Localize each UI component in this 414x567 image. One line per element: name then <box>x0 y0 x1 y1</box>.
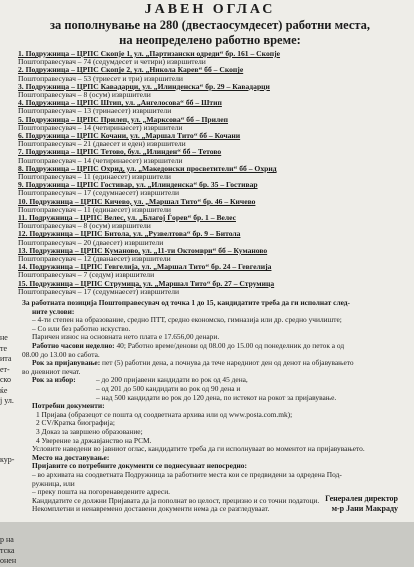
selection-deadline-label: Рок за избор: <box>32 375 76 385</box>
position-count: Поштоправесувач – 12 (дванаесет) извршители <box>18 254 171 264</box>
place-text-3: ружница, или <box>32 478 75 488</box>
position-count: Поштоправесувач – 8 (осум) извршители <box>18 90 151 100</box>
fragment-line: ј ул. <box>0 396 14 405</box>
position-count: Поштоправесувач – 21 (дваесет и еден) извршители <box>18 139 186 149</box>
position-item <box>18 263 408 279</box>
document-item: 4 Уверение за државјанство на РСМ. <box>36 435 152 445</box>
place-text-1: Пријавите со потребните документи се поднесуваат непосредно: <box>32 461 247 471</box>
position-count: Поштоправесувач – 11 (единаесет) извршители <box>18 172 171 182</box>
position-title: 11. Подружница – ЦРПС Велес, ул. „Благој Ѓорев“ бр. 1 – Велес <box>18 213 236 223</box>
position-count: Поштоправесувач – 17 (седумнаесет) извршители <box>18 286 180 296</box>
conditions-note: Условите наведени во јавниот оглас, кандидатите треба да ги исполнуваат во моментот на пријавувањето. <box>32 444 365 454</box>
position-item <box>18 99 408 115</box>
position-item <box>18 165 408 181</box>
position-title: 12. Подружница – ЦРПС Битола, ул. „Рузвелтова“ бр. 9 – Битола <box>18 229 241 239</box>
requirement-education: – 4-ти степен на образование, средно ПТТ, средно економско, гимназија или др. средно училиште; <box>32 315 342 325</box>
position-count: Поштоправесувач – 53 (триесет и три) извршители <box>18 73 183 83</box>
selection-deadline-2: – од 201 до 500 кандидати во рок од 90 дена и <box>96 384 241 394</box>
document-item: 1 Пријава (образецот се пошта од соодветната архива или од www.posta.com.mk); <box>36 409 293 419</box>
position-item <box>18 148 408 164</box>
position-count: Поштоправесувач – 8 (осум) извршители <box>18 221 151 231</box>
position-title: 2. Подружница – ЦРПС Скопје 2, ул. „Никола Карев“ бб – Скопје <box>18 65 244 75</box>
place-label: Место на доставување: <box>32 452 110 462</box>
working-hours-text: 40; Работно време/денови од 08.00 до 15.00 од понеделник до петок а од <box>114 341 345 351</box>
position-count: Поштоправесувач – 11 (единаесет) извршители <box>18 204 171 214</box>
place-text-2: – во архивата на соодветната Подружница за работните места кои се предвидени за одредена Под- <box>32 469 342 479</box>
requirements-intro: За работната позиција Поштоправесувач од точка 1 до 15, кандидатите треба да ги исполнат след- <box>22 298 350 308</box>
position-item <box>18 181 408 197</box>
position-title: 9. Подружница – ЦРПС Гостивар, ул. „Илинденска“ бр. 35 – Гостивар <box>18 180 258 190</box>
announcement <box>12 2 408 514</box>
document-item: 3 Доказ за завршено образование; <box>36 427 143 436</box>
position-count: Поштоправесувач – 17 (седумнаесет) извршители <box>18 188 180 198</box>
fragment-line: онен <box>0 556 17 565</box>
signature-name: м-р Јани Макраду <box>331 504 398 513</box>
announcement-subtitle-2: на неопределено работно време: <box>119 33 301 47</box>
position-count: Поштоправесувач – 7 (седум) извршители <box>18 270 155 280</box>
position-item <box>18 66 408 82</box>
position-item <box>18 83 408 99</box>
position-item <box>18 247 408 263</box>
working-hours-cont: 08.00 до 13.00 во сабота. <box>22 349 100 359</box>
place-text-4: – преку пошта на погоренаведените адреси. <box>32 487 171 497</box>
fragment-line: ита <box>0 354 12 363</box>
note-2: Некомплетни и ненавремено доставени документи нема да се разгледуваат. <box>32 504 270 514</box>
selection-deadline-1: – до 200 пријавени кандидати во рок од 45 дена, <box>96 375 248 385</box>
position-item <box>18 230 408 246</box>
application-deadline-text: пет (5) работни дена, а почнува да тече наредниот ден од денот на објавувањето <box>100 358 354 368</box>
position-item <box>18 214 408 230</box>
fragment-line: кур- <box>0 454 15 464</box>
position-item <box>18 50 408 66</box>
announcement-title: ЈАВЕН ОГЛАС <box>144 2 276 17</box>
position-title: 3. Подружница – ЦРПС Кавадарци, ул. „Илинденска“ бр. 29 – Кавадарци <box>18 81 270 91</box>
position-title: 8. Подружница – ЦРПС Охрид, ул. „Македонски просветители“ бб – Охрид <box>18 163 277 173</box>
position-title: 1. Подружница – ЦРПС Скопје 1, ул. „Партизански одреди“ бр. 161 – Скопје <box>18 49 281 58</box>
fragment-line: тска <box>0 545 15 555</box>
position-item <box>18 280 408 296</box>
fragment-line: ско <box>0 375 12 384</box>
position-title: 4. Подружница – ЦРПС Штип, ул. „Ангелосова“ бб – Штип <box>18 98 222 108</box>
document-item: 2 CV/Кратка биографија; <box>36 418 115 428</box>
application-deadline-cont: во дневниот печат. <box>22 366 81 376</box>
position-title: 14. Подружница – ЦРПС Гевгелија, ул. „Маршал Тито“ бр. 24 – Гевгелија <box>18 262 272 272</box>
position-title: 15. Подружница – ЦРПС Струмица, ул. „Маршал Тито“ бр. 27 – Струмица <box>18 278 275 288</box>
fragment-line: ќе <box>0 385 8 395</box>
position-title: 10. Подружница – ЦРПС Кичево, ул. „Маршал Тито“ бр. 46 – Кичево <box>18 196 256 206</box>
position-title: 6. Подружница – ЦРПС Кочани, ул. „Маршал Тито“ бб – Кочани <box>18 131 241 141</box>
position-count: Поштоправесувач – 13 (тринаесет) извршители <box>18 106 172 116</box>
fragment-line: не <box>0 333 8 342</box>
fragment-line: р на <box>0 535 14 544</box>
working-hours-label: Работно часови неделно: <box>32 341 115 351</box>
fragment-line: те <box>0 343 8 353</box>
position-count: Поштоправесувач – 14 (четиринаесет) извршители <box>18 155 183 165</box>
note-1: Кандидатите се должни Пријавата да ја пополнат во целост, прецизно и со точни податоци. <box>32 495 320 505</box>
position-title: 13. Подружница – ЦРПС Куманово, ул. „11-ти Октомври“ бб – Куманово <box>18 245 268 255</box>
position-count: Поштоправесувач – 74 (седумдесет и четири) извршители <box>18 57 206 67</box>
selection-deadline-3: – над 500 кандидати во рок до 120 дена, по истекот на рокот за пријавување. <box>96 392 337 402</box>
requirements-intro-2: ните услови: <box>32 306 75 316</box>
position-count: Поштоправесувач – 20 (дваесет) извршители <box>18 237 164 247</box>
salary-text: Паричен износ на основната нето плата е 17.656,00 денари. <box>32 332 220 342</box>
fragment-line: ет- <box>0 364 10 374</box>
signature-role: Генерален директор <box>325 494 398 503</box>
position-item <box>18 198 408 214</box>
announcement-subtitle: за пополнување на 280 (двестаосумдесет) работни места, <box>49 18 371 32</box>
application-deadline-label: Рок за пријавување: <box>32 358 101 368</box>
documents-label: Потребни документи: <box>32 401 105 411</box>
signature-block <box>325 494 398 514</box>
position-title: 5. Подружница – ЦРПС Прилеп, ул. „Марксова“ бб – Прилеп <box>18 114 229 124</box>
position-item <box>18 116 408 132</box>
requirement-experience: – Со или без работно искуство. <box>32 323 131 333</box>
requirements-section <box>22 299 408 514</box>
position-title: 7. Подружница – ЦРПС Тетово, бул. „Илинден“ бб – Тетово <box>18 147 222 157</box>
position-item <box>18 132 408 148</box>
position-count: Поштоправесувач – 14 (четиринаесет) извршители <box>18 122 183 132</box>
